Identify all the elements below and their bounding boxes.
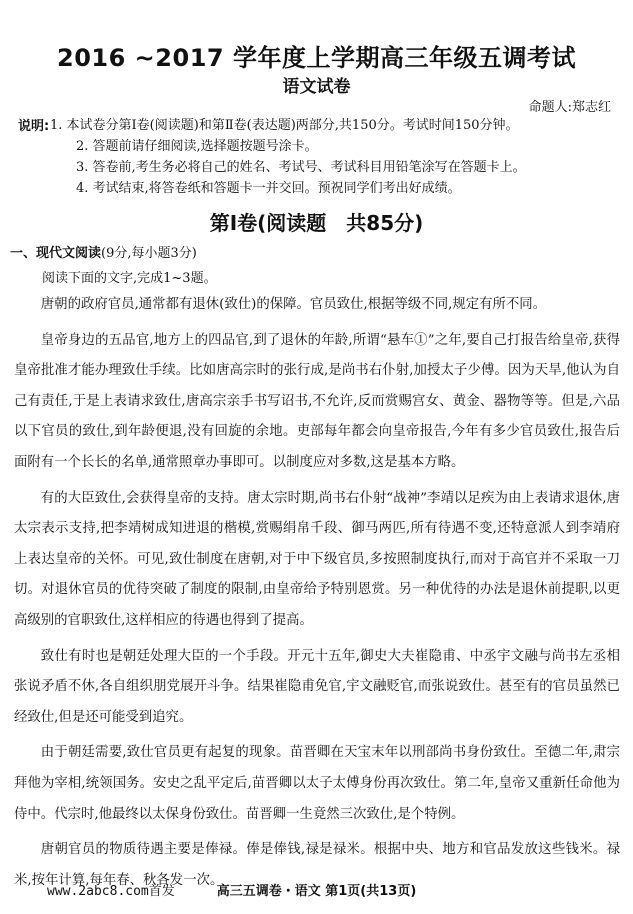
passage-paragraph: 致仕有时也是朝廷处理大臣的一个手段。开元十五年,御史大夫崔隐甫、中丞宇文融与尚书左丞相张说矛盾不休,各自组织朋党展开斗争。结果崔隐甫免官,宇文融贬官,而张说致仕。甚至有的官员虽然已经致仕,但是还可能受到追究。 xyxy=(14,648,620,725)
notes-label: 说明: xyxy=(18,119,50,134)
note-item: 4. 考试结束,将答卷纸和答题卡一并交回。预祝同学们考出好成绩。 xyxy=(76,181,461,196)
reading-instruction: 阅读下面的文字,完成1~3题。 xyxy=(42,271,217,286)
source-watermark: www.2abc8.com首发 xyxy=(47,884,175,899)
part-heading-note: (9分,每小题3分) xyxy=(101,246,197,261)
note-item: 3. 答卷前,考生务必将自己的姓名、考试号、考试科目用铅笔涂写在答题卡上。 xyxy=(76,160,526,175)
passage-paragraph: 由于朝廷需要,致仕官员更有起复的现象。苗晋卿在天宝末年以刑部尚书身份致仕。至德二年,肃宗拜他为宰相,统领国务。安史之乱平定后,苗晋卿以太子太傅身份再次致仕。第二年,皇帝又重新任命他为侍中。代宗时,他最终以太保身份致仕。苗晋卿一生竟然三次致仕,是个特例。 xyxy=(14,745,620,822)
passage-paragraph: 皇帝身边的五品官,地方上的四品官,到了退休的年龄,所谓“悬车①”之年,要自己打报告给皇帝,获得皇帝批准才能办理致仕手续。比如唐高宗时的张行成,是尚书右仆射,加授太子少傅。因为天旱,他认为自己有责任,于是上表请求致仕,唐高宗亲手书写诏书,不允许,反而赏赐宫女、黄金、器物等等。但是,六品以下官员的致仕,到年龄便退,没有回旋的余地。吏部每年都会向皇帝报告,今年有多少官员致仕,报告后面附有一个长长的名单,通常照章办事即可。以制度应对多数,这是基本方略。 xyxy=(14,332,620,470)
exam-notes xyxy=(50,115,620,199)
passage-paragraph: 有的大臣致仕,会获得皇帝的支持。唐太宗时期,尚书右仆射“战神”李靖以足疾为由上表请求退休,唐太宗表示支持,把李靖树成知进退的楷模,赏赐绢帛千段、御马两匹,所有待遇不变,还特意派人到李靖府上表达皇帝的关怀。可见,致仕制度在唐朝,对于中下级官员,多按照制度执行,而对于高官并不采取一刀切。对退休官员的优待突破了制度的限制,由皇帝给予特别恩赏。另一种优待的办法是退休前提职,以更高级别的官职致仕,这样相应的待遇也得到了提高。 xyxy=(14,490,620,628)
note-item: 1. 本试卷分第Ⅰ卷(阅读题)和第Ⅱ卷(表达题)两部分,共150分。考试时间150分钟。 xyxy=(50,118,519,133)
passage-paragraph: 唐朝官员的物质待遇主要是俸禄。俸是俸钱,禄是禄米。根据中央、地方和官品发放这些钱米。禄米,按年计算,每年春、秋各发一次。 xyxy=(14,842,620,888)
passage-paragraph: 唐朝的政府官员,通常都有退休(致仕)的保障。官员致仕,根据等级不同,规定有所不同。 xyxy=(40,297,547,312)
exam-subtitle: 语文试卷 xyxy=(282,77,351,97)
part-heading-label: 一、现代文阅读 xyxy=(10,246,102,261)
page-footer: 高三五调卷・语文 第1页(共13页) xyxy=(216,884,417,899)
exam-title: 2016 ~2017 学年度上学期高三年级五调考试 xyxy=(57,44,576,72)
note-item: 2. 答题前请仔细阅读,选择题按题号涂卡。 xyxy=(76,139,318,154)
section-title: 第Ⅰ卷(阅读题 共85分) xyxy=(209,211,424,235)
part-heading xyxy=(10,242,197,261)
reading-passage xyxy=(14,290,620,901)
question-setter: 命题人:郑志红 xyxy=(528,100,611,115)
